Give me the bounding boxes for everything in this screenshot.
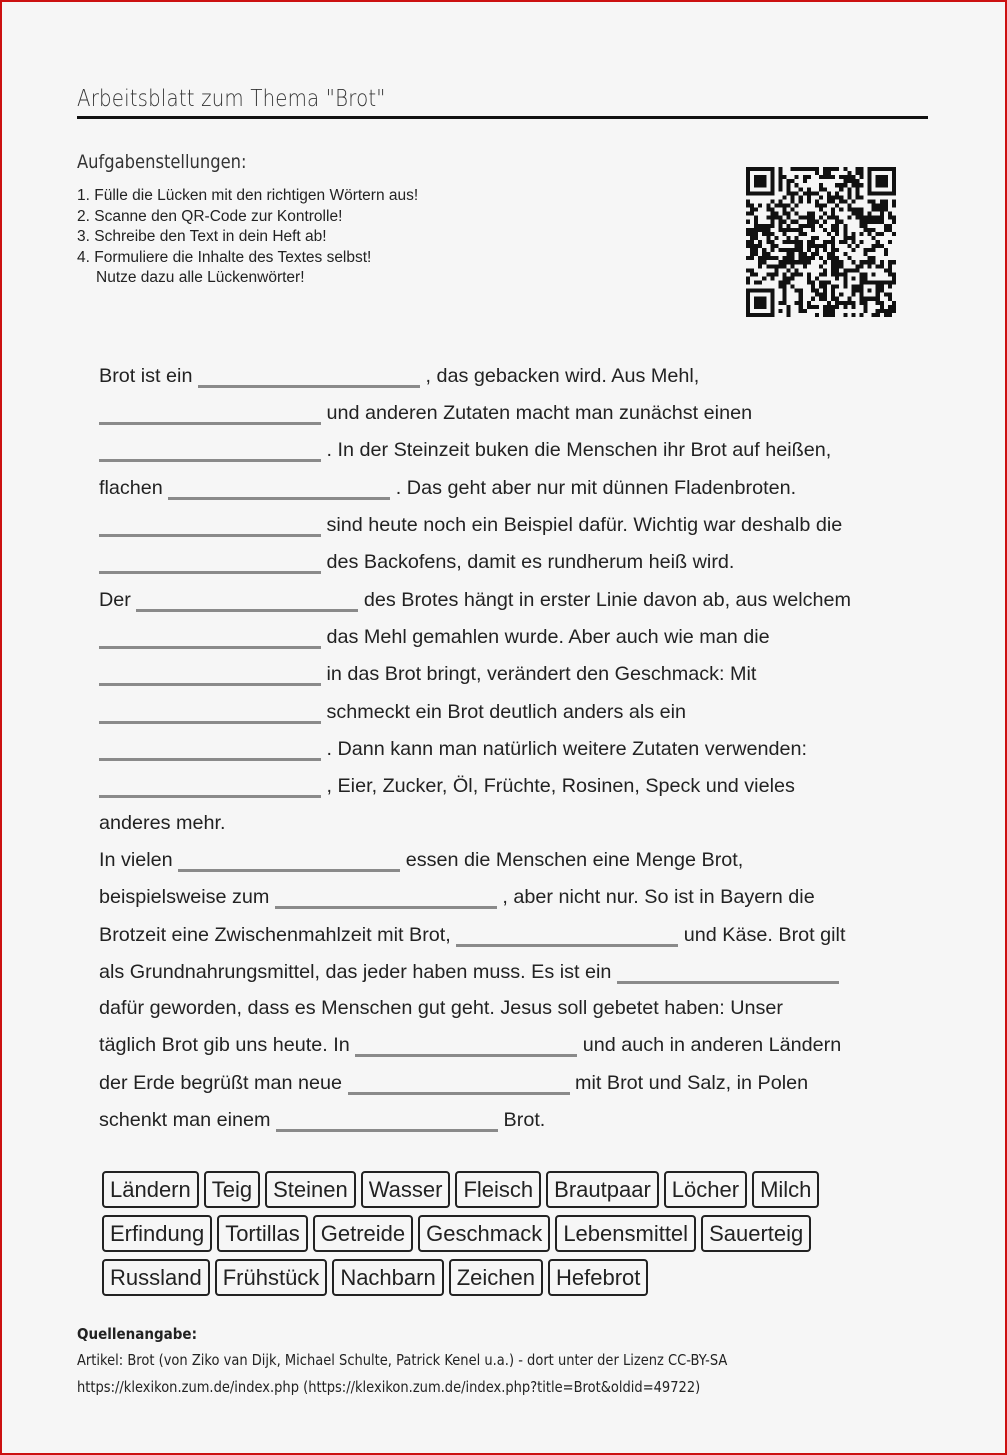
qr-code-modules xyxy=(746,167,896,317)
cloze-text-before: Brot ist ein xyxy=(99,365,193,387)
cloze-text-before: Der xyxy=(99,589,131,611)
cloze-line xyxy=(99,1032,841,1057)
cloze-line xyxy=(99,549,734,574)
cloze-line xyxy=(99,812,225,835)
cloze-line xyxy=(99,437,831,462)
cloze-text-before: täglich Brot gib uns heute. In xyxy=(99,1034,350,1056)
cloze-line xyxy=(99,959,839,984)
word-chip[interactable]: Sauerteig xyxy=(701,1215,811,1252)
cloze-text-after: das Mehl gemahlen wurde. Aber auch wie man die xyxy=(326,626,770,648)
blank-gap[interactable] xyxy=(99,699,321,724)
word-chip[interactable]: Nachbarn xyxy=(332,1259,443,1296)
source-heading: Quellenangabe: xyxy=(77,1325,197,1343)
cloze-text-after: . Dann kann man natürlich weitere Zutaten verwenden: xyxy=(326,738,808,760)
cloze-text-after: des Backofens, damit es rundherum heiß wird. xyxy=(326,551,735,573)
word-chip[interactable]: Milch xyxy=(752,1171,819,1208)
cloze-text-after: und auch in anderen Ländern xyxy=(582,1034,842,1056)
cloze-line xyxy=(99,997,783,1020)
task-list xyxy=(77,186,418,289)
word-chip[interactable]: Frühstück xyxy=(215,1259,328,1296)
blank-gap[interactable] xyxy=(99,773,321,798)
cloze-text-before: schenkt man einem xyxy=(99,1109,271,1131)
word-chip[interactable]: Geschmack xyxy=(418,1215,550,1252)
word-chip[interactable]: Erfindung xyxy=(102,1215,212,1252)
blank-gap[interactable] xyxy=(617,959,839,984)
cloze-text-after: , aber nicht nur. So ist in Bayern die xyxy=(502,886,815,908)
word-chip[interactable]: Tortillas xyxy=(217,1215,308,1252)
blank-gap[interactable] xyxy=(355,1032,577,1057)
task-item: 1. Fülle die Lücken mit den richtigen Wörtern aus! xyxy=(77,187,419,204)
cloze-text-after: mit Brot und Salz, in Polen xyxy=(575,1072,809,1094)
blank-gap[interactable] xyxy=(168,475,390,500)
cloze-line xyxy=(99,1070,808,1095)
word-chip[interactable]: Fleisch xyxy=(455,1171,541,1208)
cloze-line xyxy=(99,847,743,872)
blank-gap[interactable] xyxy=(99,512,321,537)
word-bank-row xyxy=(102,1215,816,1252)
cloze-text-before: als Grundnahrungsmittel, das jeder haben muss. Es ist ein xyxy=(99,961,612,983)
cloze-line xyxy=(99,363,699,388)
cloze-text-before: beispielsweise zum xyxy=(99,886,270,908)
blank-gap[interactable] xyxy=(99,549,321,574)
cloze-text-after: . In der Steinzeit buken die Menschen ihr Brot auf heißen, xyxy=(326,439,832,461)
cloze-text-after: , Eier, Zucker, Öl, Früchte, Rosinen, Speck und vieles xyxy=(326,775,795,797)
blank-gap[interactable] xyxy=(99,400,321,425)
cloze-text-after: und anderen Zutaten macht man zunächst einen xyxy=(326,402,753,424)
title-divider xyxy=(77,116,928,119)
cloze-line xyxy=(99,736,807,761)
word-chip[interactable]: Teig xyxy=(204,1171,260,1208)
cloze-line xyxy=(99,1107,545,1132)
cloze-text-after: essen die Menschen eine Menge Brot, xyxy=(405,849,744,871)
cloze-text-before: der Erde begrüßt man neue xyxy=(99,1072,343,1094)
cloze-text-before: flachen xyxy=(99,477,163,499)
cloze-line xyxy=(99,475,796,500)
word-chip[interactable]: Steinen xyxy=(265,1171,356,1208)
word-chip[interactable]: Löcher xyxy=(664,1171,747,1208)
task-item: 2. Scanne den QR-Code zur Kontrolle! xyxy=(77,207,343,225)
cloze-line xyxy=(99,512,842,537)
blank-gap[interactable] xyxy=(456,922,678,947)
blank-gap[interactable] xyxy=(198,363,420,388)
task-item: 4. Formuliere die Inhalte des Textes selbst! xyxy=(77,248,372,266)
cloze-line xyxy=(99,699,686,724)
blank-gap[interactable] xyxy=(99,736,321,761)
word-chip[interactable]: Brautpaar xyxy=(546,1171,659,1208)
cloze-text-after: , das gebacken wird. Aus Mehl, xyxy=(425,365,700,387)
cloze-text-after: sind heute noch ein Beispiel dafür. Wichtig war deshalb die xyxy=(326,514,843,536)
word-chip[interactable]: Russland xyxy=(102,1259,210,1296)
cloze-line xyxy=(99,884,815,909)
word-chip[interactable]: Wasser xyxy=(361,1171,451,1208)
cloze-text-before: anderes mehr. xyxy=(99,812,226,834)
source-url: https://klexikon.zum.de/index.php (https://klexikon.zum.de/index.php?title=Brot&oldid=49722) xyxy=(77,1378,701,1396)
word-chip[interactable]: Ländern xyxy=(102,1171,199,1208)
cloze-text-before: Brotzeit eine Zwischenmahlzeit mit Brot, xyxy=(99,924,451,946)
word-chip[interactable]: Zeichen xyxy=(449,1259,543,1296)
cloze-text-after: . Das geht aber nur mit dünnen Fladenbroten. xyxy=(395,477,797,499)
word-bank-row xyxy=(102,1171,824,1208)
cloze-text-after: in das Brot bringt, verändert den Geschmack: Mit xyxy=(326,663,757,685)
cloze-line xyxy=(99,624,770,649)
cloze-line xyxy=(99,773,795,798)
blank-gap[interactable] xyxy=(99,437,321,462)
tasks-heading: Aufgabenstellungen: xyxy=(77,151,247,173)
source-article: Artikel: Brot (von Ziko van Dijk, Michael Schulte, Patrick Kenel u.a.) - dort unter der Lizenz CC-BY-SA xyxy=(77,1351,728,1369)
cloze-text-after: schmeckt ein Brot deutlich anders als ein xyxy=(326,701,687,723)
blank-gap[interactable] xyxy=(99,624,321,649)
cloze-line xyxy=(99,661,756,686)
cloze-line xyxy=(99,922,845,947)
source-section xyxy=(77,1325,824,1405)
cloze-text-before: In vielen xyxy=(99,849,173,871)
cloze-line xyxy=(99,400,752,425)
cloze-text-before: dafür geworden, dass es Menschen gut geht. Jesus soll gebetet haben: Unser xyxy=(99,997,783,1019)
blank-gap[interactable] xyxy=(276,1107,498,1132)
task-item: 3. Schreibe den Text in dein Heft ab! xyxy=(77,228,327,246)
cloze-text-after: des Brotes hängt in erster Linie davon ab, aus welchem xyxy=(363,589,851,611)
qr-code-icon[interactable] xyxy=(746,166,896,318)
word-chip[interactable]: Getreide xyxy=(313,1215,413,1252)
blank-gap[interactable] xyxy=(348,1070,570,1095)
page-title: Arbeitsblatt zum Thema "Brot" xyxy=(77,86,386,112)
word-chip[interactable]: Hefebrot xyxy=(548,1259,648,1296)
word-chip[interactable]: Lebensmittel xyxy=(555,1215,696,1252)
word-bank-row xyxy=(102,1259,653,1296)
cloze-text-after: und Käse. Brot gilt xyxy=(683,924,846,946)
cloze-text-after: Brot. xyxy=(503,1109,546,1131)
blank-gap[interactable] xyxy=(275,884,497,909)
cloze-line xyxy=(99,587,851,612)
blank-gap[interactable] xyxy=(136,587,358,612)
task-item-continuation: Nutze dazu alle Lückenwörter! xyxy=(96,269,305,287)
blank-gap[interactable] xyxy=(178,847,400,872)
blank-gap[interactable] xyxy=(99,661,321,686)
